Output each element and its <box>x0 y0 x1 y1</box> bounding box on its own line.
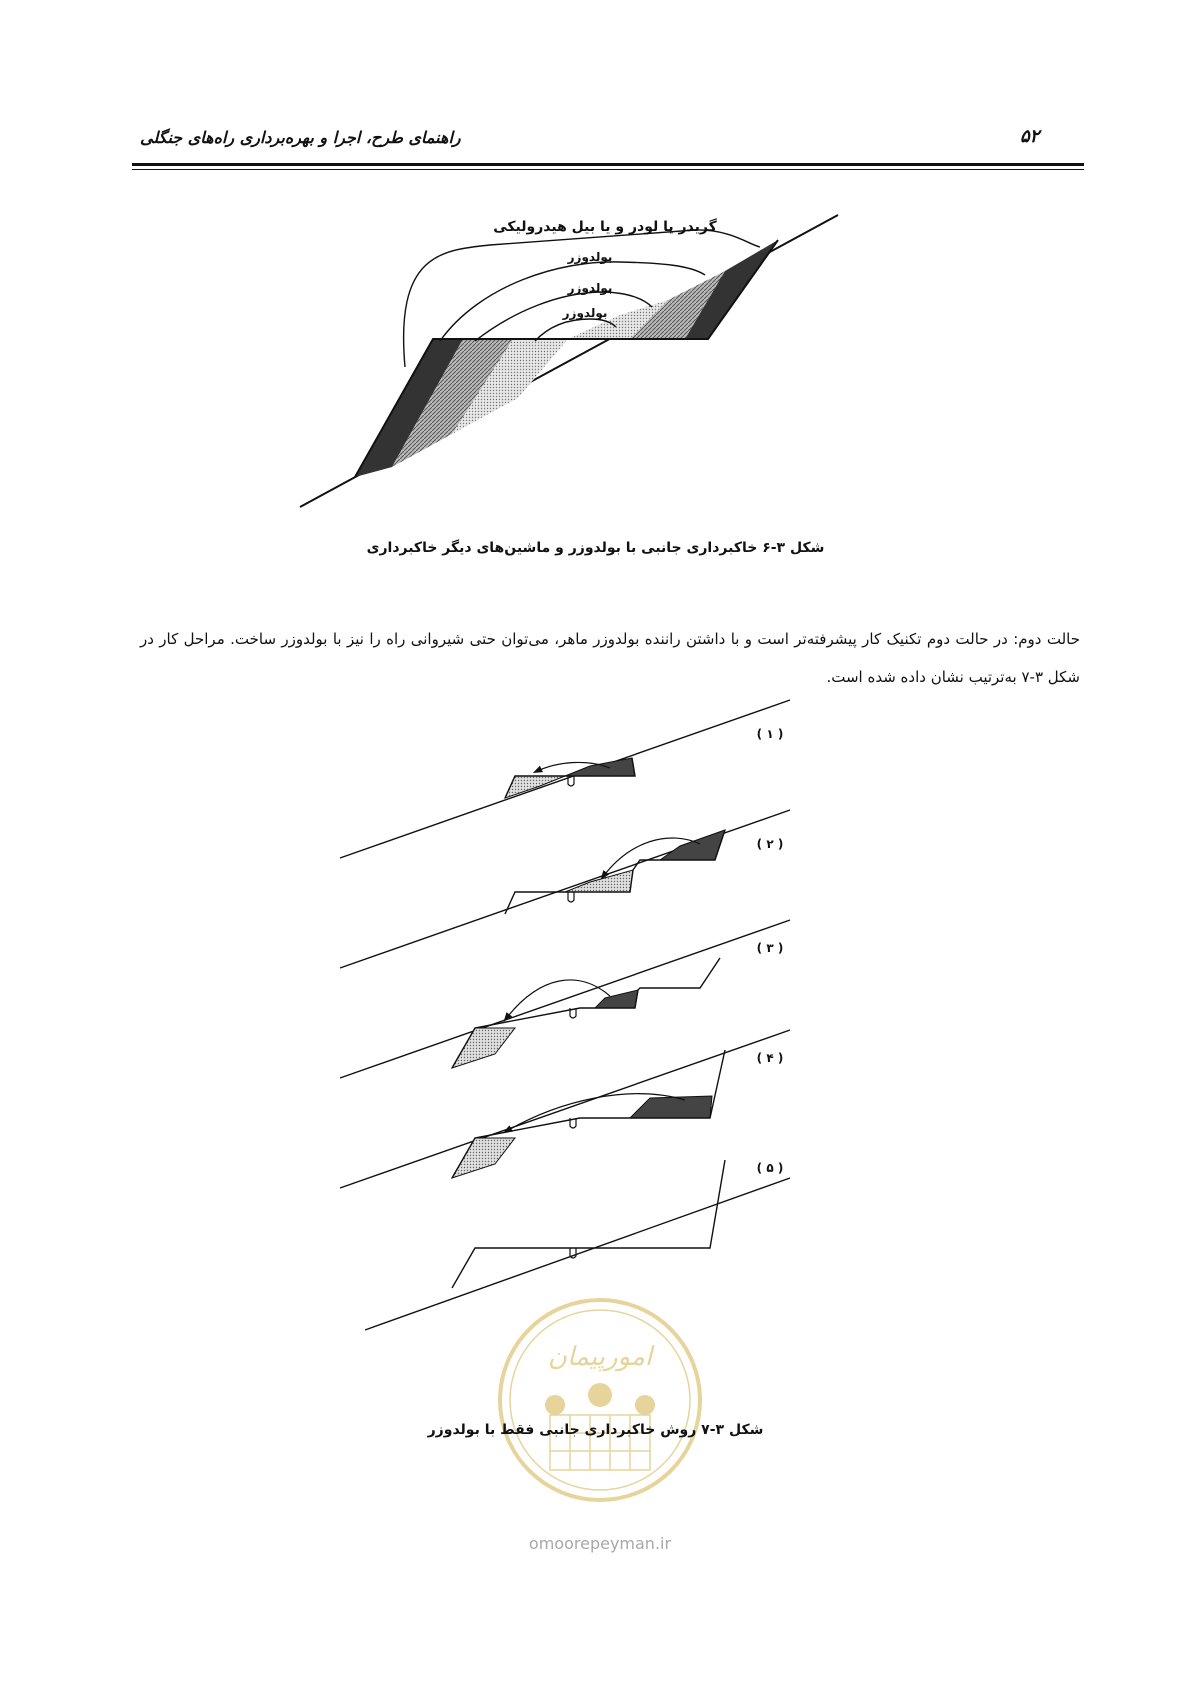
label-bulldozer-1: بولدوزر <box>567 250 613 264</box>
step-4-label: ( ۴ ) <box>756 1051 784 1065</box>
step-3-cut <box>595 990 638 1008</box>
running-title: راهنمای طرح، اجرا و بهره‌برداری راه‌های جنگلی <box>140 128 461 147</box>
step-1-label: ( ۱ ) <box>756 727 784 741</box>
step-3-fill <box>452 1028 515 1068</box>
figure-3-7-caption: شکل ۳-۷ روش خاکبرداری جانبی فقط با بولدوزر <box>427 1422 764 1438</box>
label-bulldozer-2: بولدوزر <box>567 281 613 295</box>
step-4-fill <box>452 1138 515 1178</box>
step-2-fill <box>565 870 633 892</box>
header-rule-thin <box>132 169 1084 170</box>
step-2-ditch <box>568 892 574 902</box>
step-2-label: ( ۲ ) <box>756 837 784 851</box>
page-number: ۵۲ <box>1020 126 1040 147</box>
watermark-gear-icon <box>545 1383 655 1415</box>
step-5-ditch <box>570 1248 576 1258</box>
body-paragraph: حالت دوم: در حالت دوم تکنیک کار پیشرفته‌تر است و با داشتن راننده بولدوزر ماهر، می‌توان حتی شیروانی راه را نیز با بولدوزر ساخت. مراحل کار در شکل ۳-۷ به‌ترتیب نشان داده شده است. <box>140 630 1080 686</box>
step-1-cut <box>565 758 635 776</box>
step-5-bench <box>452 1160 725 1288</box>
figure-3-6-caption: شکل ۳-۶ خاکبرداری جانبی با بولدوزر و ماشین‌های دیگر خاکبرداری <box>366 540 825 556</box>
watermark-seal <box>495 1295 705 1505</box>
step-3-label: ( ۳ ) <box>756 941 784 955</box>
header-rule-thick <box>132 163 1084 166</box>
watermark-seal-text: امورپیمان <box>547 1342 653 1372</box>
label-bulldozer-3: بولدوزر <box>562 306 608 320</box>
figure-3-6-diagram <box>300 215 900 515</box>
step-4-cut <box>630 1096 712 1118</box>
label-grader: گریدر یا لودر و یا بیل هیدرولیکی <box>493 219 717 235</box>
watermark-site: omoorepeyman.ir <box>528 1534 672 1553</box>
step-2-cut <box>660 830 725 860</box>
step-5-label: ( ۵ ) <box>756 1161 784 1175</box>
